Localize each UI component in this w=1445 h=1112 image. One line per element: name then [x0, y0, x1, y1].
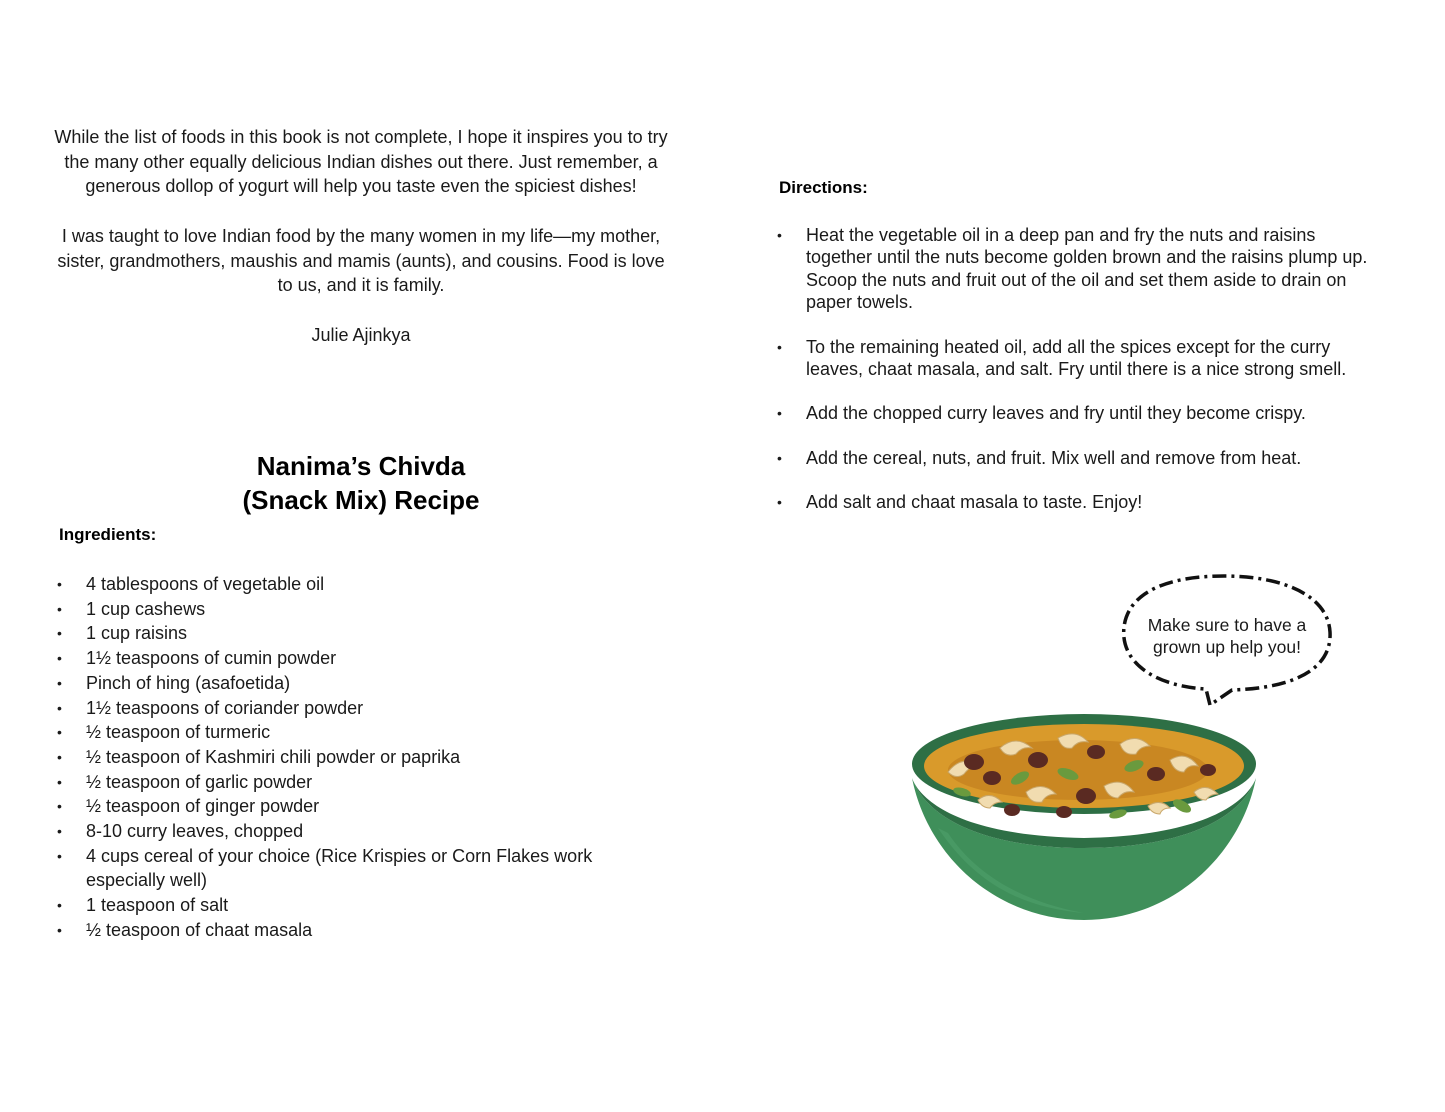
author-signature: Julie Ajinkya: [311, 324, 411, 345]
ingredient-item: • ½ teaspoon of chaat masala: [57, 918, 657, 943]
left-page: [0, 0, 722, 1112]
recipe-title: [50, 449, 672, 517]
intro-paragraph: I was taught to love Indian food by the many women in my life—my mother, sister, grandmothers, maushis and mamis (aunts), and cousins. Food is love to us, and it is family.: [57, 225, 665, 296]
ingredient-item: • 1 cup cashews: [57, 597, 657, 622]
ingredients-heading: Ingredients:: [59, 525, 157, 544]
snack-bowl-illustration: [908, 708, 1260, 926]
right-page: [722, 0, 1445, 1112]
direction-step: • Add salt and chaat masala to taste. Enjoy!: [777, 491, 1377, 513]
ingredient-item: • ½ teaspoon of garlic powder: [57, 770, 657, 795]
direction-step: • Heat the vegetable oil in a deep pan and fry the nuts and raisins together until the nuts become golden brown and the raisins plump up. Scoop the nuts and fruit out of the oil and set them aside to drain on paper towels.: [777, 224, 1377, 314]
direction-step: • To the remaining heated oil, add all the spices except for the curry leaves, chaat masala, and salt. Fry until there is a nice strong smell.: [777, 336, 1377, 381]
ingredient-item: • ½ teaspoon of ginger powder: [57, 794, 657, 819]
directions-heading: Directions:: [779, 178, 868, 197]
direction-step: • Add the chopped curry leaves and fry until they become crispy.: [777, 402, 1377, 424]
recipe-title-line: Nanima’s Chivda: [256, 451, 466, 481]
ingredients-list: [57, 572, 657, 943]
ingredient-item: • ½ teaspoon of turmeric: [57, 720, 657, 745]
ingredient-item: • 1 teaspoon of salt: [57, 893, 657, 918]
direction-step: • Add the cereal, nuts, and fruit. Mix well and remove from heat.: [777, 447, 1377, 469]
recipe-title-line: (Snack Mix) Recipe: [242, 485, 480, 515]
speech-bubble-text: Make sure to have a grown up help you!: [1147, 615, 1307, 658]
ingredient-item: • 4 cups cereal of your choice (Rice Krispies or Corn Flakes work especially well): [57, 844, 657, 893]
intro-section: [50, 125, 672, 347]
ingredient-item: • Pinch of hing (asafoetida): [57, 671, 657, 696]
ingredient-item: • 8-10 curry leaves, chopped: [57, 819, 657, 844]
ingredient-item: • 1½ teaspoons of cumin powder: [57, 646, 657, 671]
directions-list: [777, 224, 1377, 536]
ingredient-item: • 4 tablespoons of vegetable oil: [57, 572, 657, 597]
ingredient-item: • 1½ teaspoons of coriander powder: [57, 696, 657, 721]
intro-paragraph: While the list of foods in this book is not complete, I hope it inspires you to try the many other equally delicious Indian dishes out there. Just remember, a generous dollop of yogurt will help you taste even the spiciest dishes!: [54, 127, 668, 197]
ingredient-item: • 1 cup raisins: [57, 621, 657, 646]
ingredient-item: • ½ teaspoon of Kashmiri chili powder or paprika: [57, 745, 657, 770]
speech-bubble: [1114, 572, 1340, 722]
